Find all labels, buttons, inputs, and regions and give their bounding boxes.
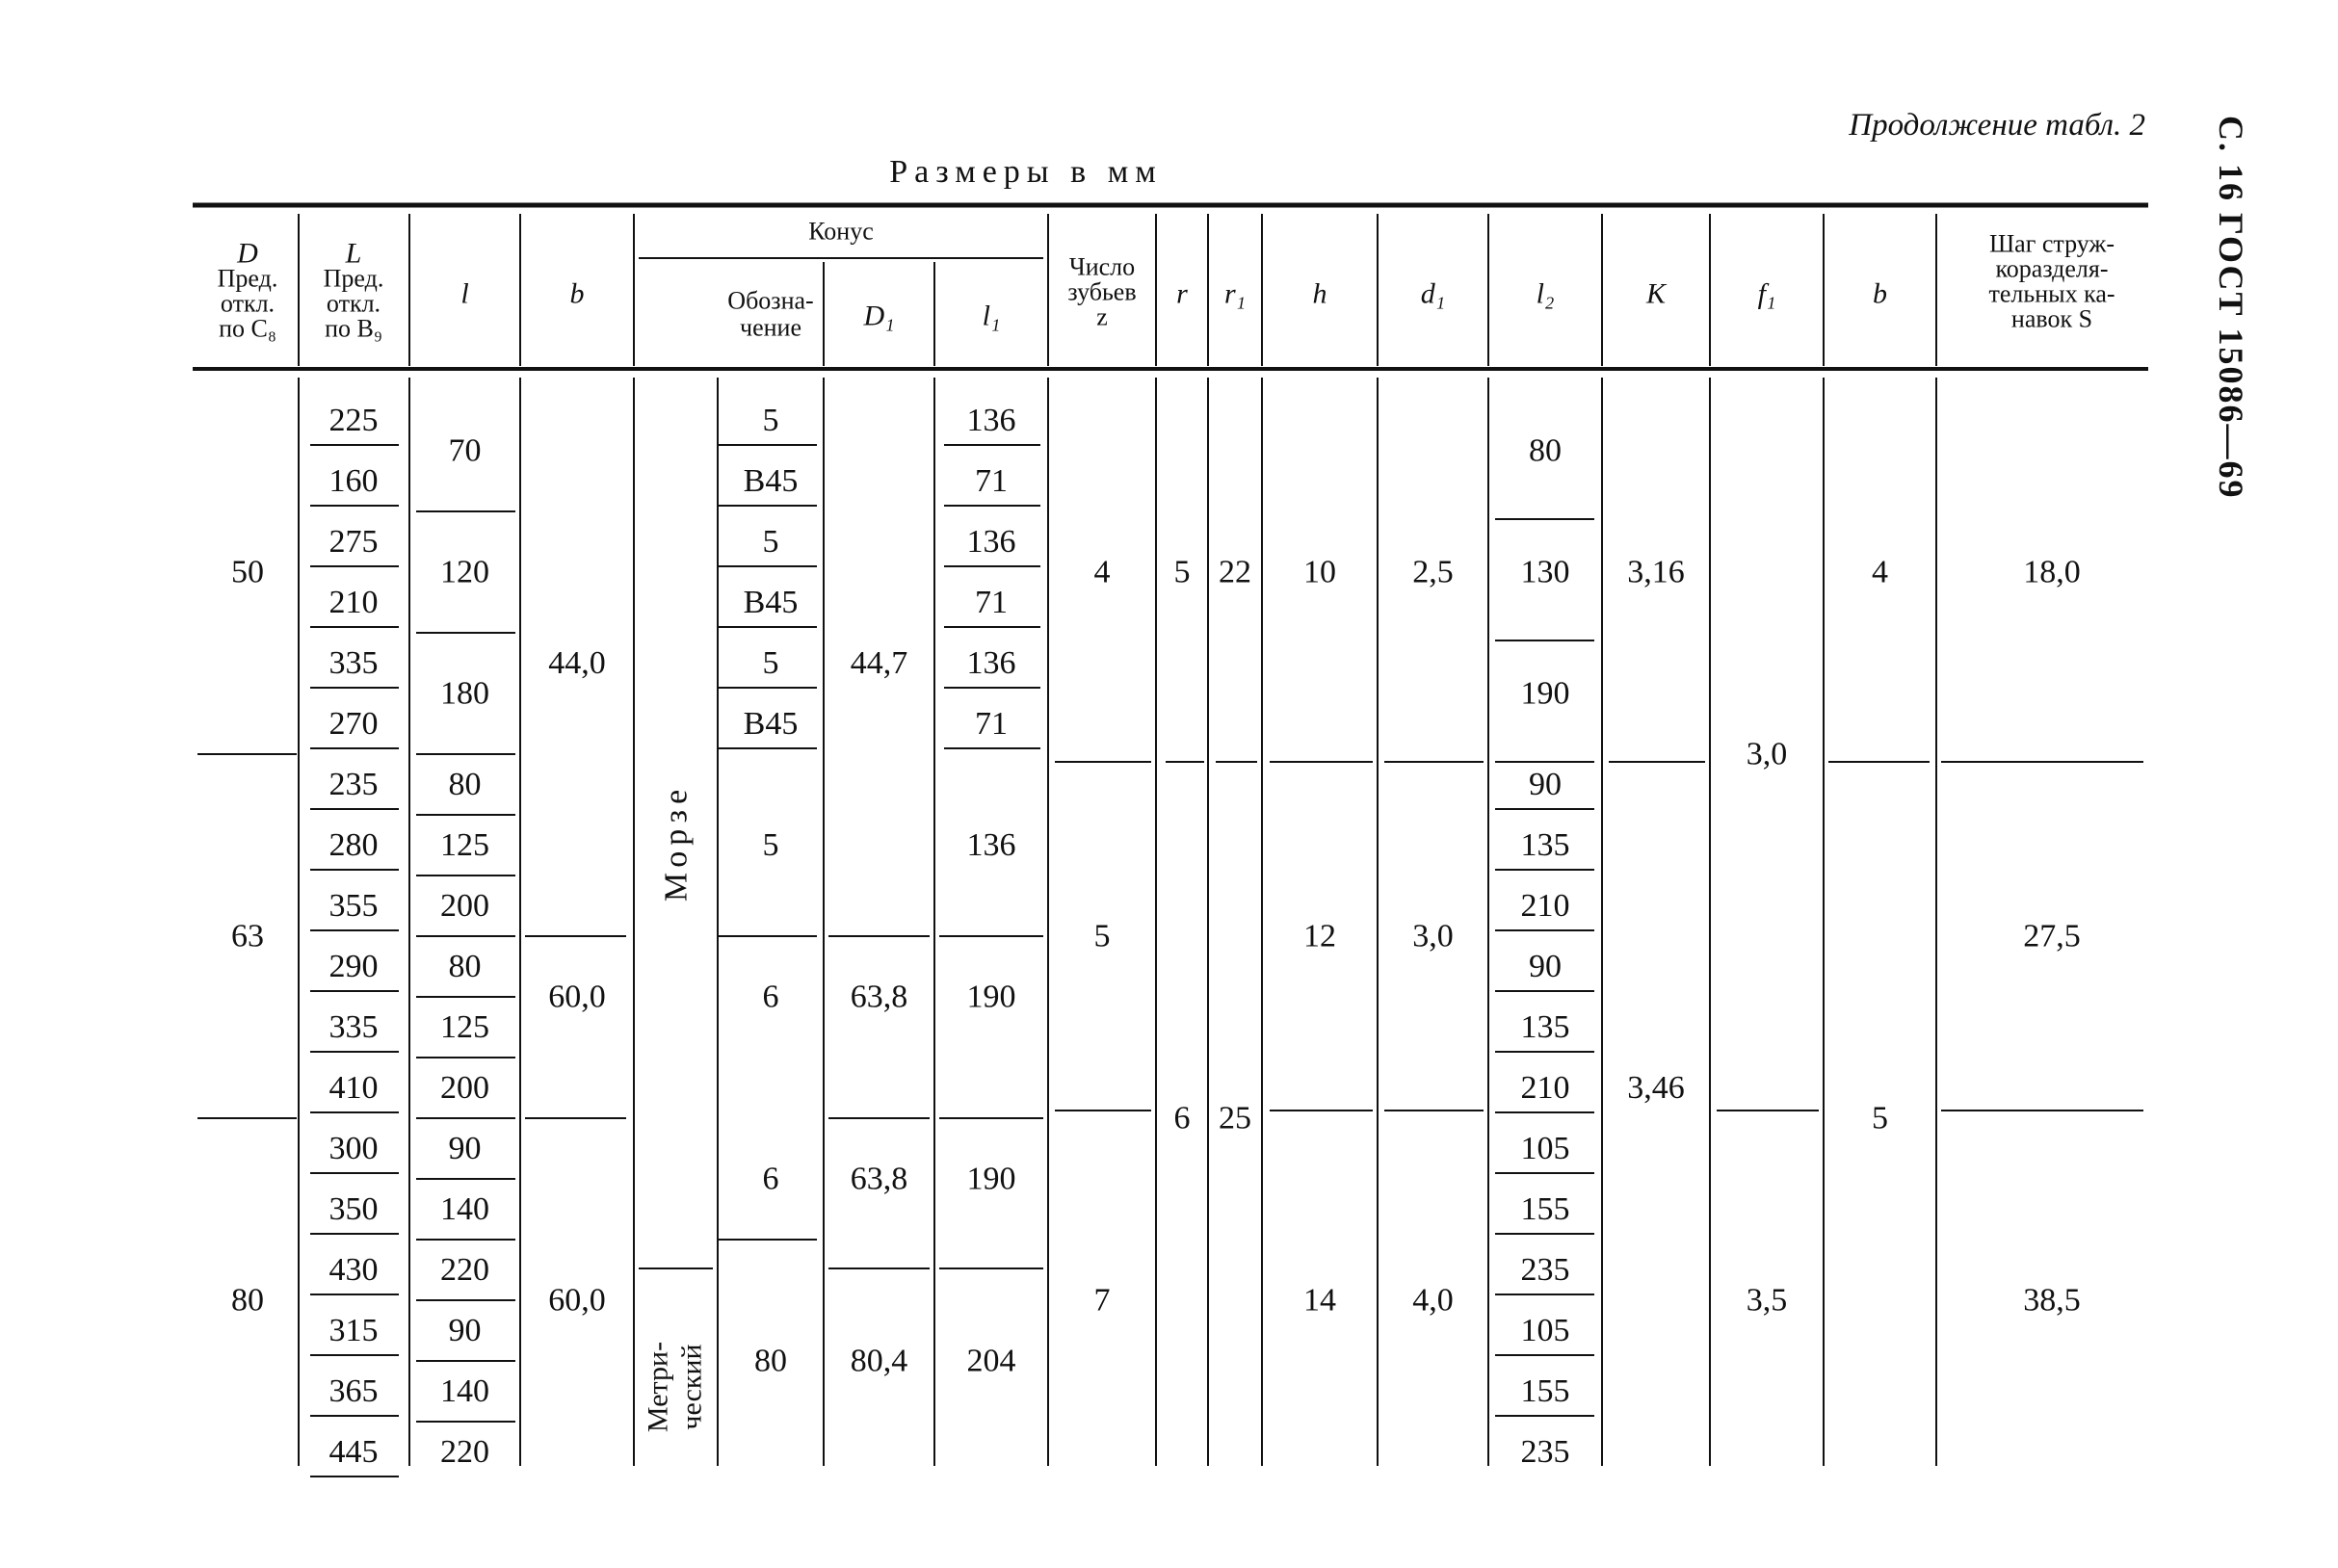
cell-L: 365 — [328, 1373, 379, 1409]
header-K: K — [1645, 277, 1667, 310]
header-z: z — [1096, 302, 1108, 331]
header-D: по C₈ — [219, 314, 276, 343]
cell-l: 125 — [440, 827, 489, 863]
cell-z: 7 — [1093, 1282, 1111, 1319]
cell-S: 38,5 — [2023, 1282, 2081, 1319]
header-cone: Конус — [808, 217, 874, 246]
header-D: D — [237, 237, 258, 270]
units-label: Размеры в мм — [889, 154, 1163, 190]
cell-designation: B45 — [743, 585, 799, 620]
cell-L: 410 — [328, 1070, 379, 1106]
cell-l1: 136 — [966, 645, 1016, 681]
cell-designation: 6 — [762, 979, 779, 1015]
cell-l: 180 — [440, 675, 489, 712]
cell-l: 200 — [440, 1070, 489, 1106]
cell-b: 44,0 — [548, 645, 606, 681]
cell-L: 210 — [328, 585, 379, 620]
cell-l1: 136 — [966, 827, 1016, 863]
cell-l: 90 — [448, 1313, 482, 1348]
cell-l1: 71 — [975, 585, 1008, 620]
cell-l1: 136 — [966, 524, 1016, 560]
cell-l: 220 — [440, 1434, 489, 1470]
cell-f1: 3,5 — [1746, 1282, 1788, 1319]
cell-l2: 155 — [1520, 1373, 1570, 1409]
cell-l: 80 — [448, 767, 482, 802]
header-L: по B₉ — [325, 314, 382, 343]
header-z: зубьев — [1067, 277, 1137, 306]
cell-l1: 71 — [975, 463, 1008, 499]
cell-L: 315 — [328, 1313, 379, 1348]
cone-type-morse: Морзе — [658, 783, 695, 902]
header-d1: d₁ — [1420, 277, 1446, 310]
cell-D1: 63,8 — [850, 979, 908, 1015]
cell-l2: 90 — [1529, 949, 1562, 984]
cell-L: 160 — [328, 463, 379, 499]
cell-L: 225 — [328, 403, 379, 438]
header-D1: D₁ — [863, 300, 895, 332]
cell-l2: 105 — [1520, 1313, 1570, 1348]
cell-l1: 204 — [966, 1343, 1016, 1379]
header-D: Пред. — [217, 264, 278, 293]
header-h: h — [1312, 277, 1327, 310]
cell-S: 18,0 — [2023, 554, 2081, 590]
header-l1: l₁ — [982, 300, 1001, 332]
cell-L: 430 — [328, 1252, 379, 1288]
header-r: r — [1176, 277, 1188, 310]
cell-l: 125 — [440, 1009, 489, 1045]
cell-L: 270 — [328, 706, 379, 742]
cell-r: 6 — [1173, 1100, 1191, 1137]
header-S: коразделя- — [1995, 254, 2109, 283]
header-f1: f₁ — [1757, 277, 1776, 310]
table-caption: Продолжение табл. 2 — [1849, 108, 2145, 143]
cell-l: 220 — [440, 1252, 489, 1288]
cell-L: 235 — [328, 767, 379, 802]
header-S: навок S — [2010, 304, 2093, 333]
cell-r: 5 — [1173, 554, 1191, 590]
cell-b: 60,0 — [548, 979, 606, 1015]
header-l2: l₂ — [1536, 277, 1555, 310]
cell-L: 275 — [328, 524, 379, 560]
cell-designation: 5 — [762, 645, 779, 681]
table-text — [218, 218, 2115, 1471]
cell-D: 63 — [231, 918, 264, 954]
cell-h: 14 — [1303, 1282, 1336, 1319]
cell-l: 140 — [440, 1373, 489, 1409]
header-D: откл. — [220, 289, 276, 318]
header-z: Число — [1068, 252, 1136, 281]
cell-designation: B45 — [743, 706, 799, 742]
cell-l1: 190 — [966, 979, 1016, 1015]
header-b: b — [569, 277, 585, 310]
cell-l2: 210 — [1520, 1070, 1570, 1106]
cell-L: 350 — [328, 1191, 379, 1227]
cell-designation: 5 — [762, 827, 779, 863]
cell-l2: 190 — [1520, 675, 1570, 712]
header-l: l — [460, 277, 469, 310]
cone-type-metric: Метри- — [642, 1341, 674, 1433]
cell-l1: 136 — [966, 403, 1016, 438]
cell-d1: 3,0 — [1412, 918, 1454, 954]
cell-l: 200 — [440, 888, 489, 924]
cell-l: 140 — [440, 1191, 489, 1227]
cell-designation: 5 — [762, 524, 779, 560]
cell-designation: 6 — [762, 1161, 779, 1197]
cell-l2: 235 — [1520, 1252, 1570, 1288]
cell-l2: 210 — [1520, 888, 1570, 924]
cell-D: 50 — [231, 554, 264, 590]
cell-h: 12 — [1303, 918, 1336, 954]
cell-l: 70 — [448, 432, 482, 469]
cell-L: 335 — [328, 1009, 379, 1045]
header-S: Шаг струж- — [1988, 229, 2115, 258]
header-S: тельных ка- — [1988, 279, 2115, 308]
cell-h: 10 — [1303, 554, 1336, 590]
cell-D1: 44,7 — [850, 645, 908, 681]
cell-b2: 4 — [1872, 554, 1888, 590]
header-L: откл. — [326, 289, 381, 318]
side-header-text: С. 16 ГОСТ 15086—69 — [2212, 116, 2250, 500]
cell-l2: 235 — [1520, 1434, 1570, 1470]
header-L: Пред. — [323, 264, 384, 293]
cell-z: 5 — [1093, 918, 1111, 954]
header-designation: чение — [740, 313, 801, 342]
cell-r1: 25 — [1219, 1100, 1251, 1137]
cell-D: 80 — [231, 1282, 264, 1319]
cell-K: 3,16 — [1627, 554, 1685, 590]
header-r1: r₁ — [1223, 277, 1247, 310]
cell-designation: B45 — [743, 463, 799, 499]
cell-D1: 80,4 — [850, 1343, 908, 1379]
cell-l1: 71 — [975, 706, 1008, 742]
cell-L: 355 — [328, 888, 379, 924]
cell-l2: 105 — [1520, 1131, 1570, 1166]
cell-d1: 4,0 — [1412, 1282, 1454, 1319]
cell-designation: 80 — [754, 1343, 787, 1379]
cell-L: 290 — [328, 949, 379, 984]
cell-L: 445 — [328, 1434, 379, 1470]
cell-f1: 3,0 — [1746, 736, 1788, 772]
cell-l: 90 — [448, 1131, 482, 1166]
header-b2: b — [1873, 277, 1887, 310]
cell-b: 60,0 — [548, 1282, 606, 1319]
cell-K: 3,46 — [1627, 1070, 1685, 1106]
cell-l1: 190 — [966, 1161, 1016, 1197]
cell-L: 300 — [328, 1131, 379, 1166]
cell-L: 335 — [328, 645, 379, 681]
header-L: L — [345, 237, 362, 270]
cell-b2: 5 — [1872, 1100, 1888, 1137]
cell-r1: 22 — [1219, 554, 1251, 590]
cell-z: 4 — [1093, 554, 1111, 590]
cell-l2: 90 — [1529, 767, 1562, 802]
cell-L: 280 — [328, 827, 379, 863]
cell-l2: 155 — [1520, 1191, 1570, 1227]
cell-designation: 5 — [762, 403, 779, 438]
cell-D1: 63,8 — [850, 1161, 908, 1197]
cell-d1: 2,5 — [1412, 554, 1454, 590]
cell-S: 27,5 — [2023, 918, 2081, 954]
cell-l2: 130 — [1520, 554, 1570, 590]
cone-type-metric: ческий — [675, 1344, 708, 1430]
cell-l: 80 — [448, 949, 482, 984]
cell-l2: 80 — [1529, 432, 1562, 469]
cell-l2: 135 — [1520, 827, 1570, 863]
header-designation: Обозна- — [727, 286, 814, 315]
cell-l: 120 — [440, 554, 489, 590]
cell-l2: 135 — [1520, 1009, 1570, 1045]
